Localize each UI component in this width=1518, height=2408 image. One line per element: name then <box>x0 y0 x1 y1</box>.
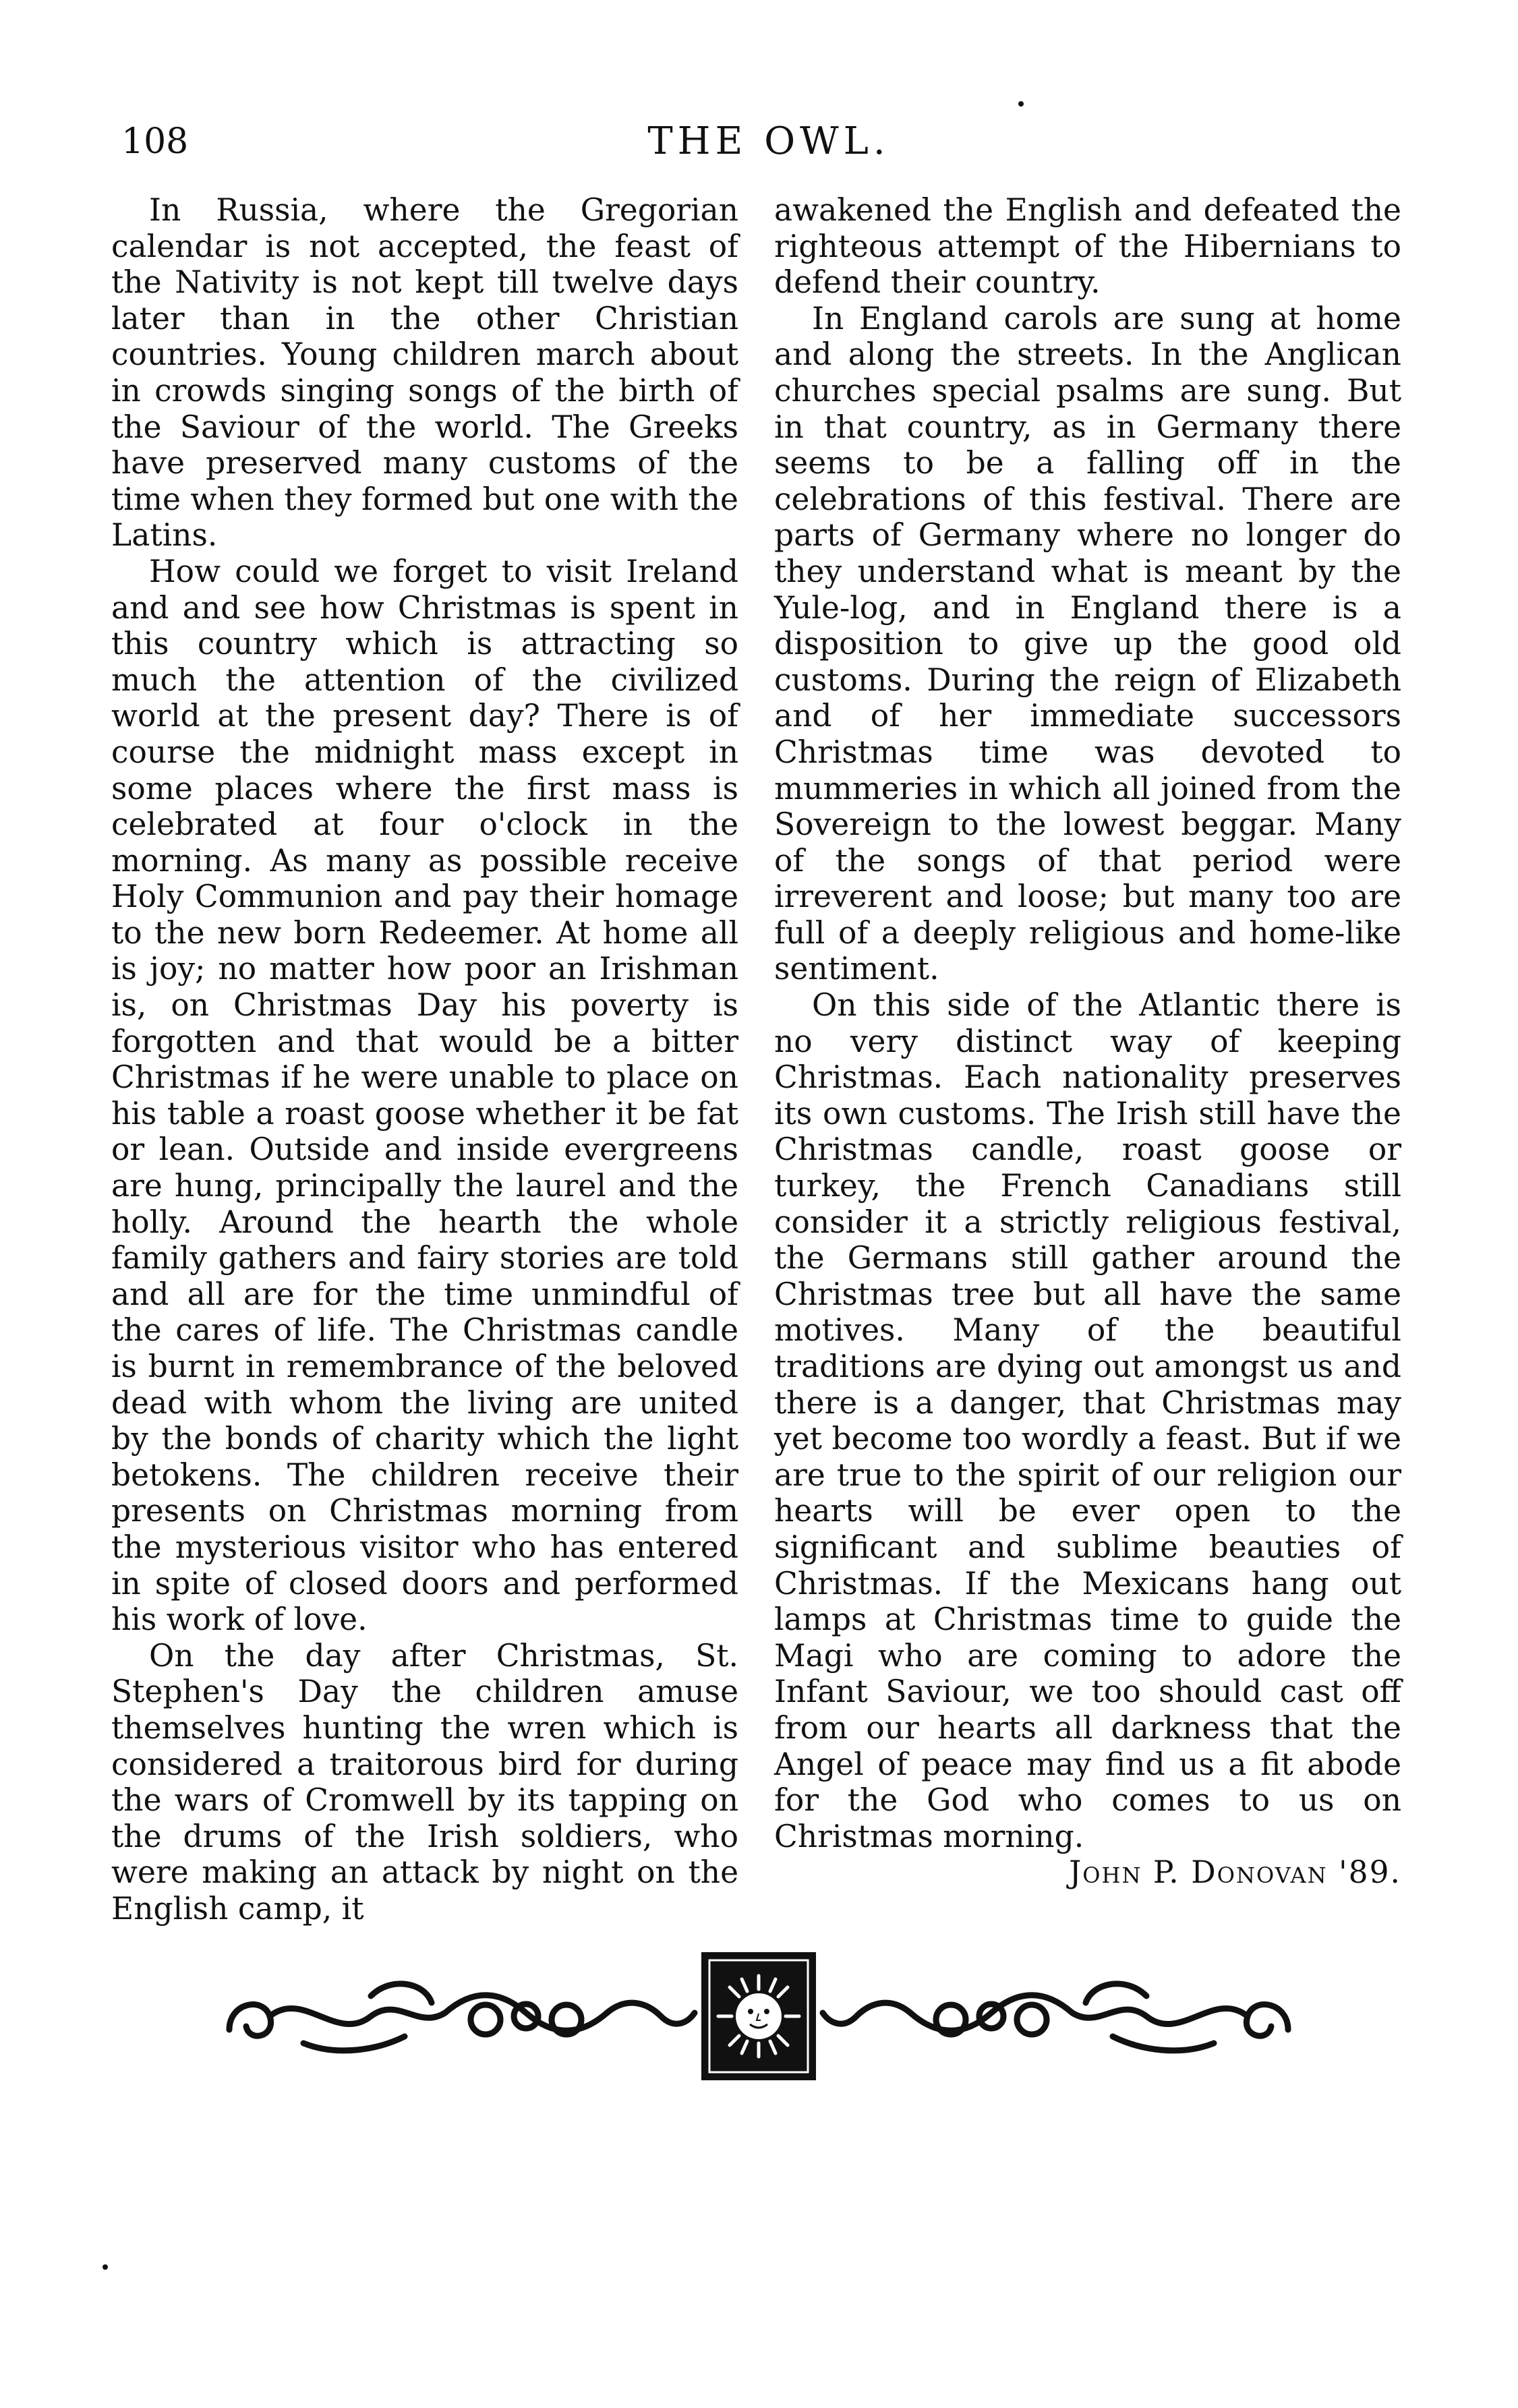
paragraph-ireland: How could we forget to visit Ireland and and see how Christmas is spent in this country which is attracting so much the attention of the civilized world at the present day? There is of course the midnight mass except in some places where the first mass is celebrated at four o'clock in the morning. As many as possible receive Holy Communion and pay their homage to the new born Redeemer. At home all is joy; no matter how poor an Irishman is, on Christmas Day his poverty is forgotten and that would be a bitter Christmas if he were unable to place on his table a roast goose whether it be fat or lean. Outside and inside evergreens are hung, principally the laurel and the holly. Around the hearth the whole family gathers and fairy stories are told and all are for the time unmindful of the cares of life. The Christmas candle is burnt in remembrance of the beloved dead with whom the living are united by the bonds of charity which the light betokens. The children receive their presents on Christmas morning from the mysterious visitor who has entered in spite of closed doors and performed his work of love. <box>111 553 738 1638</box>
print-speck <box>103 2264 108 2270</box>
right-column <box>774 192 1401 1891</box>
paragraph-st-stephens-day: On the day after Christmas, St. Stephen's Day the children amuse themselves hunting the wren which is considered a traitorous bird for during the wars of Cromwell by its tapping on the drums of the Irish soldiers, who were making an attack by night on the English camp, it <box>111 1637 738 1927</box>
right-scrollwork <box>823 1984 1288 2051</box>
left-scrollwork <box>229 1984 695 2051</box>
author-signature: John P. Donovan '89. <box>1069 1854 1401 1891</box>
sun-face-icon <box>701 1952 816 2080</box>
print-speck <box>1018 101 1024 107</box>
left-column <box>111 192 738 1927</box>
tailpiece-ornament <box>202 1949 1315 2084</box>
running-title: THE OWL. <box>647 119 890 163</box>
running-header <box>121 121 1416 175</box>
paragraph-atlantic: On this side of the Atlantic there is no very distinct way of keeping Christmas. Each nationality preserves its own customs. The Irish still have the Christmas candle, roast goose or turkey, the French Canadians still consider it a strictly religious festival, the Germans still gather around the Christmas tree but all have the same motives. Many of the beautiful traditions are dying out amongst us and there is a danger, that Christmas may yet become too wordly a feast. But if we are true to the spirit of our religion our hearts will be ever open to the significant and sublime beauties of Christmas. If the Mexicans hang out lamps at Christmas time to guide the Magi who are coming to adore the Infant Saviour, we too should cast off from our hearts all darkness that the Angel of peace may find us a fit abode for the God who comes to us on Christmas morning. <box>774 987 1401 1854</box>
page-number: 108 <box>121 121 189 162</box>
paragraph-england: In England carols are sung at home and along the streets. In the Anglican churches special psalms are sung. But in that country, as in Germany there seems to be a falling off in the celebrations of this festival. There are parts of Germany where no longer do they understand what is meant by the Yule-log, and in England there is a disposition to give up the good old customs. During the reign of Elizabeth and of her immediate successors Christmas time was devoted to mummeries in which all joined from the Sovereign to the lowest beggar. Many of the songs of that period were irreverent and loose; but many too are full of a deeply religious and home-like sentiment. <box>774 300 1401 987</box>
paragraph-continuation: awakened the English and defeated the righteous attempt of the Hibernians to defend their country. <box>774 192 1401 301</box>
paragraph-russia: In Russia, where the Gregorian calendar is not accepted, the feast of the Nativity is not kept till twelve days later than in the other Christian countries. Young children march about in crowds singing songs of the birth of the Saviour of the world. The Greeks have preserved many customs of the time when they formed but one with the Latins. <box>111 192 738 554</box>
